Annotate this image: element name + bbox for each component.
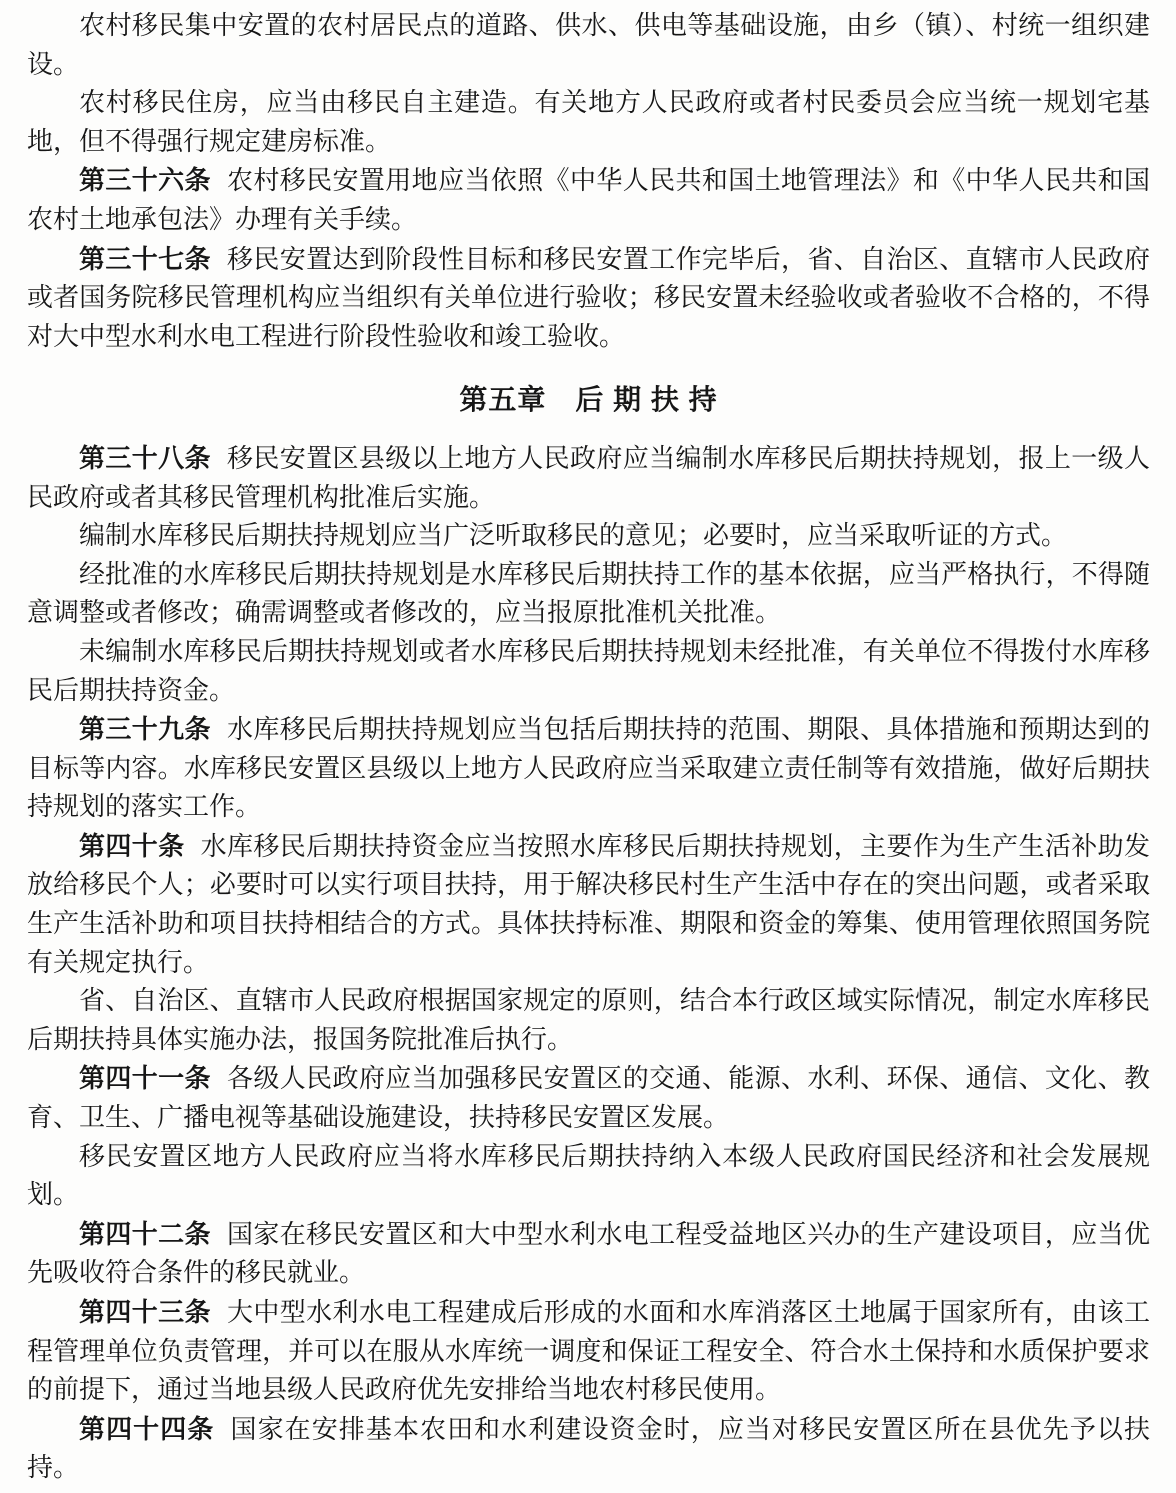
paragraph-article-40	[27, 827, 1150, 982]
paragraph	[27, 633, 1150, 710]
chapter-heading: 第五章 后 期 扶 持	[459, 384, 718, 416]
paragraph-text: 移民安置区县级以上地方人民政府应当编制水库移民后期扶持规划，报上一级人民政府或者其移民管理机构批准后实施。	[27, 443, 1150, 512]
paragraph-text: 各级人民政府应当加强移民安置区的交通、能源、水利、环保、通信、文化、教育、卫生、广播电视等基础设施建设，扶持移民安置区发展。	[27, 1064, 1150, 1133]
paragraph-article-43	[27, 1293, 1150, 1410]
article-number: 第四十三条	[79, 1297, 211, 1327]
paragraph-article-38	[27, 439, 1150, 517]
paragraph	[27, 556, 1150, 633]
paragraph-text: 农村移民安置用地应当依照《中华人民共和国土地管理法》和《中华人民共和国农村土地承包法》办理有关手续。	[27, 166, 1150, 234]
paragraph-article-44	[27, 1410, 1150, 1488]
paragraph-text: 农村移民住房，应当由移民自主建造。有关地方人民政府或者村民委员会应当统一规划宅基地，但不得强行规定建房标准。	[27, 88, 1150, 156]
paragraph	[27, 84, 1150, 161]
paragraph-article-42	[27, 1215, 1150, 1293]
paragraph-text: 移民安置区地方人民政府应当将水库移民后期扶持纳入本级人民政府国民经济和社会发展规划。	[27, 1141, 1150, 1210]
paragraph-article-37	[27, 240, 1150, 357]
document-page	[27, 7, 1150, 1488]
paragraph-article-41	[27, 1059, 1150, 1137]
paragraph-text: 水库移民后期扶持资金应当按照水库移民后期扶持规划，主要作为生产生活补助发放给移民个人；必要时可以实行项目扶持，用于解决移民村生产生活中存在的突出问题，或者采取生产生活补助和项目扶持相结合的方式。具体扶持标准、期限和资金的筹集、使用管理依照国务院有关规定执行。	[27, 831, 1150, 977]
paragraph	[27, 517, 1150, 556]
article-number: 第四十一条	[79, 1063, 211, 1094]
paragraph-article-39	[27, 710, 1150, 827]
paragraph	[27, 7, 1150, 84]
paragraph	[27, 982, 1150, 1059]
article-number: 第四十条	[79, 830, 185, 861]
article-number: 第四十二条	[79, 1218, 211, 1249]
article-number: 第三十九条	[79, 714, 211, 745]
paragraph-text: 农村移民集中安置的农村居民点的道路、供水、供电等基础设施，由乡（镇）、村统一组织建设。	[27, 11, 1150, 79]
article-number: 第四十四条	[79, 1413, 215, 1444]
article-number: 第三十七条	[79, 243, 211, 274]
paragraph-text: 移民安置达到阶段性目标和移民安置工作完毕后，省、自治区、直辖市人民政府或者国务院移民管理机构应当组织有关单位进行验收；移民安置未经验收或者验收不合格的，不得对大中型水利水电工程进行阶段性验收和竣工验收。	[27, 244, 1150, 351]
paragraph-text: 编制水库移民后期扶持规划应当广泛听取移民的意见；必要时，应当采取听证的方式。	[79, 521, 1068, 551]
paragraph-text: 国家在安排基本农田和水利建设资金时，应当对移民安置区所在县优先予以扶持。	[27, 1414, 1150, 1483]
paragraph-text: 大中型水利水电工程建成后形成的水面和水库消落区土地属于国家所有，由该工程管理单位负责管理，并可以在服从水库统一调度和保证工程安全、符合水土保持和水质保护要求的前提下，通过当地县级人民政府优先安排给当地农村移民使用。	[27, 1298, 1150, 1405]
paragraph-text: 国家在移民安置区和大中型水利水电工程受益地区兴办的生产建设项目，应当优先吸收符合条件的移民就业。	[27, 1219, 1150, 1288]
paragraph-text: 省、自治区、直辖市人民政府根据国家规定的原则，结合本行政区域实际情况，制定水库移民后期扶持具体实施办法，报国务院批准后执行。	[27, 986, 1150, 1054]
paragraph	[27, 1138, 1150, 1215]
article-number: 第三十六条	[79, 165, 211, 196]
paragraph-text: 经批准的水库移民后期扶持规划是水库移民后期扶持工作的基本依据，应当严格执行，不得随意调整或者修改；确需调整或者修改的，应当报原批准机关批准。	[27, 559, 1150, 628]
paragraph-text: 未编制水库移民后期扶持规划或者水库移民后期扶持规划未经批准，有关单位不得拨付水库移民后期扶持资金。	[27, 636, 1150, 705]
paragraph-article-36	[27, 161, 1150, 239]
article-number: 第三十八条	[79, 442, 211, 473]
paragraph-text: 水库移民后期扶持规划应当包括后期扶持的范围、期限、具体措施和预期达到的目标等内容。水库移民安置区县级以上地方人民政府应当采取建立责任制等有效措施，做好后期扶持规划的落实工作。	[27, 715, 1150, 822]
